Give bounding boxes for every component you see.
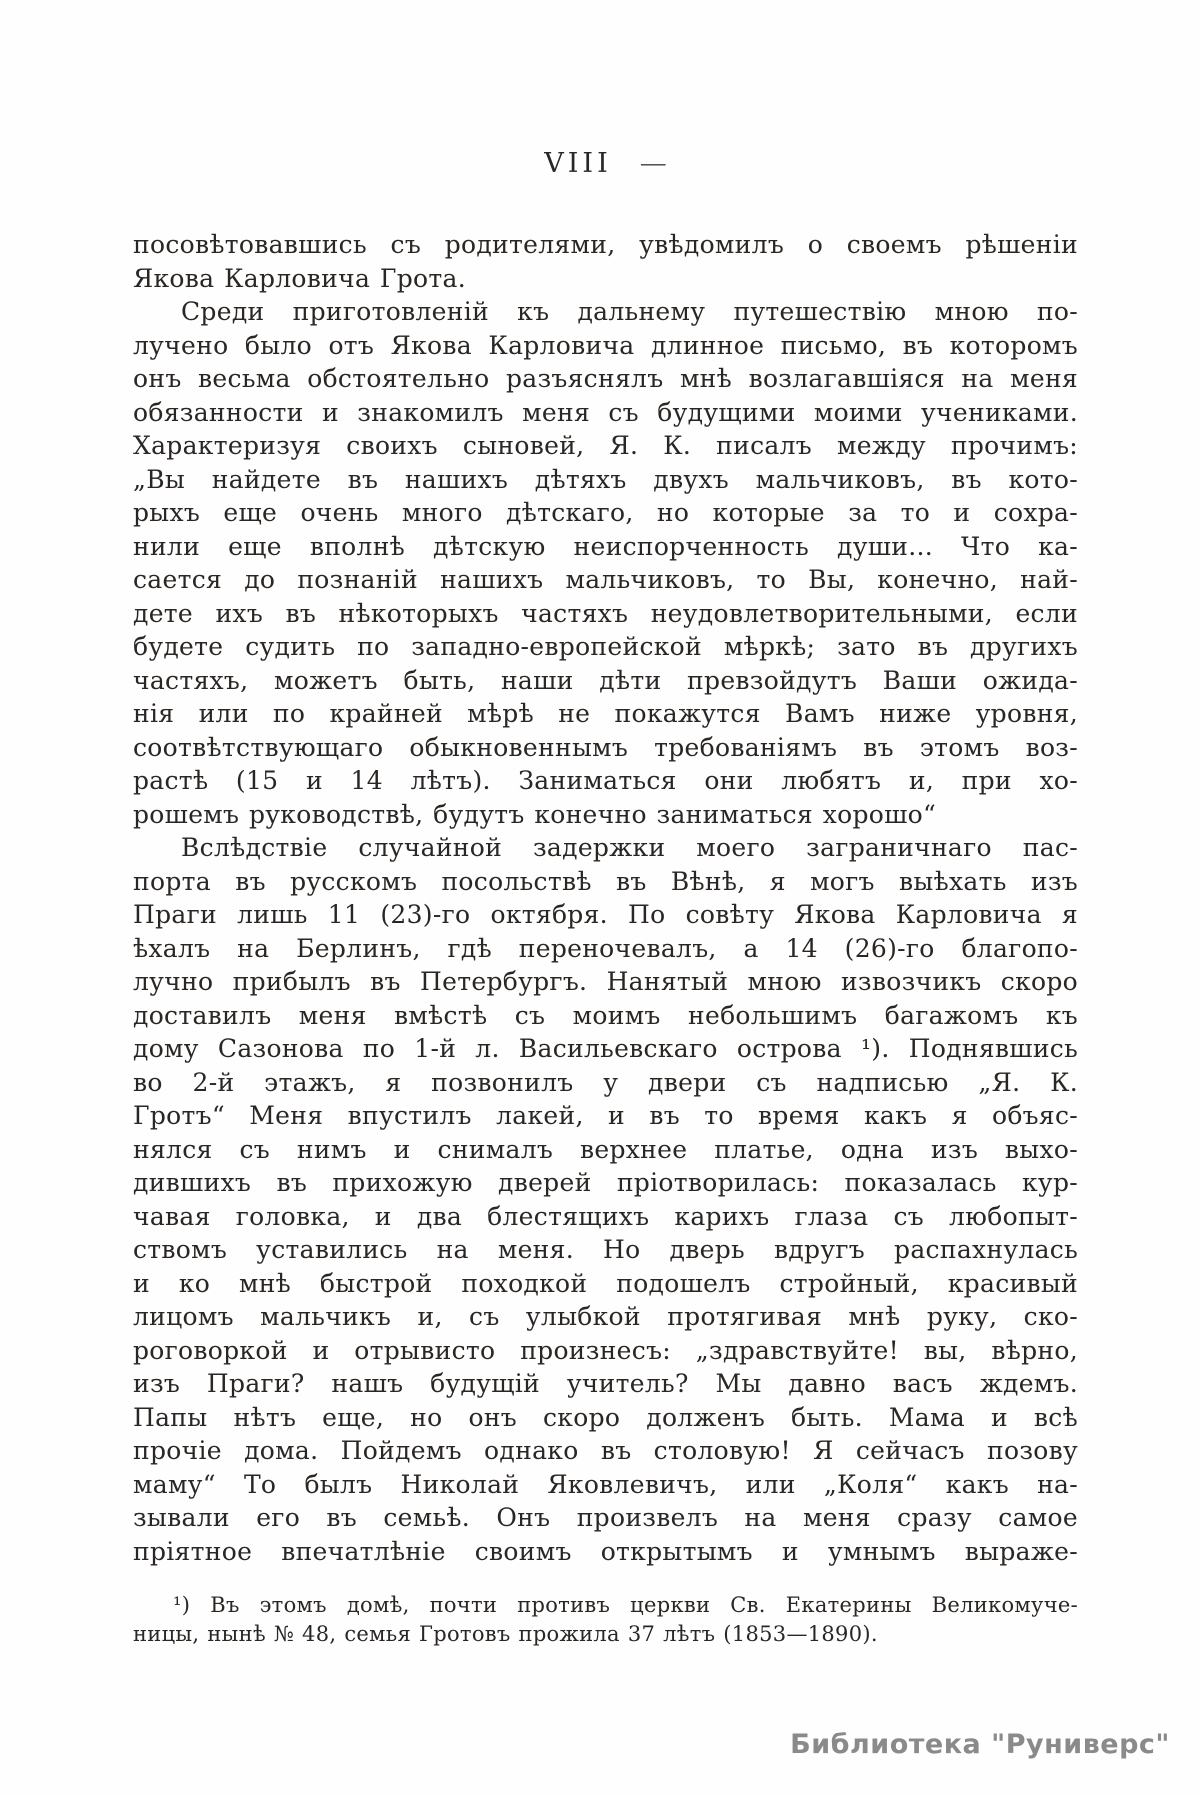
paragraph [133,295,1078,831]
footnote [133,1591,1078,1649]
text-line: маму“ То былъ Николай Яковлевичъ, или „Коля“ какъ на- [133,1469,1078,1499]
text-line: Якова Карловича Грота. [133,263,466,293]
page-header [133,148,1078,179]
text-line: Среди приготовленій къ дальнему путешествію мною по- [181,297,1078,326]
text-line: ѣхалъ на Берлинъ, гдѣ переночевалъ, а 14 (26)-го благопо- [133,933,1078,963]
text-line: будете судить по западно-европейской мѣркѣ; зато въ другихъ [133,632,1078,661]
text-line: доставилъ меня вмѣстѣ съ моимъ небольшимъ багажомъ къ [133,1000,1078,1030]
text-line: соотвѣтствующаго обыкновеннымъ требованіямъ въ этомъ воз- [133,732,1078,762]
text-line: онъ весьма обстоятельно разъяснялъ мнѣ возлагавшіяся на меня [133,364,1078,393]
text-line: посовѣтовавшись съ родителями, увѣдомилъ о своемъ рѣшеніи [133,230,1078,259]
text-line: Гротъ“ Меня впустилъ лакей, и въ то время какъ я объяс- [133,1101,1078,1130]
text-line: рыхъ еще очень много дѣтскаго, но которые за то и сохра- [133,498,1078,527]
text-line: нія или по крайней мѣрѣ не покажутся Вамъ ниже уровня, [133,699,1078,728]
text-line: „Вы найдете въ нашихъ дѣтяхъ двухъ мальчиковъ, въ кото- [133,464,1078,494]
text-line: нялся съ нимъ и снималъ верхнее платье, одна изъ выхо- [133,1134,1078,1164]
text-line: лучено было отъ Якова Карловича длинное письмо, въ которомъ [133,330,1078,360]
text-line: дившихъ въ прихожую дверей пріотворилась: показалась кур- [133,1168,1078,1197]
text-line: порта въ русскомъ посольствѣ въ Вѣнѣ, я могъ выѣхать изъ [133,866,1078,896]
text-line: дете ихъ въ нѣкоторыхъ частяхъ неудовлетворительными, если [133,598,1078,628]
text-line: Праги лишь 11 (23)-го октября. По совѣту Якова Карловича я [133,900,1078,929]
text-line: и ко мнѣ быстрой походкой подошелъ стройный, красивый [133,1268,1078,1298]
paragraph [133,228,1078,295]
text-line: обязанности и знакомилъ меня съ будущими моими учениками. [133,397,1078,427]
library-watermark: Библиотека "Руниверс" [790,1729,1170,1760]
text-line: растѣ (15 и 14 лѣтъ). Заниматься они любятъ и, при хо- [133,766,1078,795]
text-line: роговоркой и отрывисто произнесъ: „здравствуйте! вы, вѣрно, [133,1335,1078,1365]
text-line: ствомъ уставились на меня. Но дверь вдругъ распахнулась [133,1235,1078,1264]
text-line: Характеризуя своихъ сыновей, Я. К. писалъ между прочимъ: [133,431,1078,460]
text-line: прочіе дома. Пойдемъ однако въ столовую! Я сейчасъ позову [133,1436,1078,1465]
text-line: лицомъ мальчикъ и, съ улыбкой протягивая мнѣ руку, ско- [133,1302,1078,1331]
text-line: Вслѣдствіе случайной задержки моего заграничнаго пас- [181,833,1078,862]
text-line: пріятное впечатлѣніе своимъ открытымъ и умнымъ выраже- [133,1536,1078,1566]
body-text [133,228,1078,1568]
paragraph [133,831,1078,1568]
text-line: частяхъ, можетъ быть, наши дѣти превзойдутъ Ваши ожида- [133,665,1078,695]
page-number: VIII [544,148,612,179]
header-dash-artifact: — [639,151,667,176]
text-line: лучно прибылъ въ Петербургъ. Нанятый мною извозчикъ скоро [133,967,1078,996]
text-line: изъ Праги? нашъ будущій учитель? Мы давно васъ ждемъ. [133,1369,1078,1398]
text-line: чавая головка, и два блестящихъ карихъ глаза съ любопыт- [133,1201,1078,1231]
text-line: сается до познаній нашихъ мальчиковъ, то Вы, конечно, най- [133,565,1078,594]
text-line: нили еще вполнѣ дѣтскую неиспорченность души... Что ка- [133,531,1078,561]
footnote-line: ¹) Въ этомъ домѣ, почти противъ церкви Св. Екатерины Великомуче- [173,1593,1078,1617]
text-line: Папы нѣтъ еще, но онъ скоро долженъ быть. Мама и всѣ [133,1402,1078,1432]
text-line: зывали его въ семьѣ. Онъ произвелъ на меня сразу самое [133,1503,1078,1532]
text-line: во 2-й этажъ, я позвонилъ у двери съ надписью „Я. К. [133,1067,1078,1097]
text-line: дому Сазонова по 1-й л. Васильевскаго острова ¹). Поднявшись [133,1034,1078,1063]
text-line: рошемъ руководствѣ, будутъ конечно заниматься хорошо“ [133,799,937,829]
footnote-line: ницы, нынѣ № 48, семья Гротовъ прожила 37 лѣтъ (1853—1890). [133,1622,878,1646]
